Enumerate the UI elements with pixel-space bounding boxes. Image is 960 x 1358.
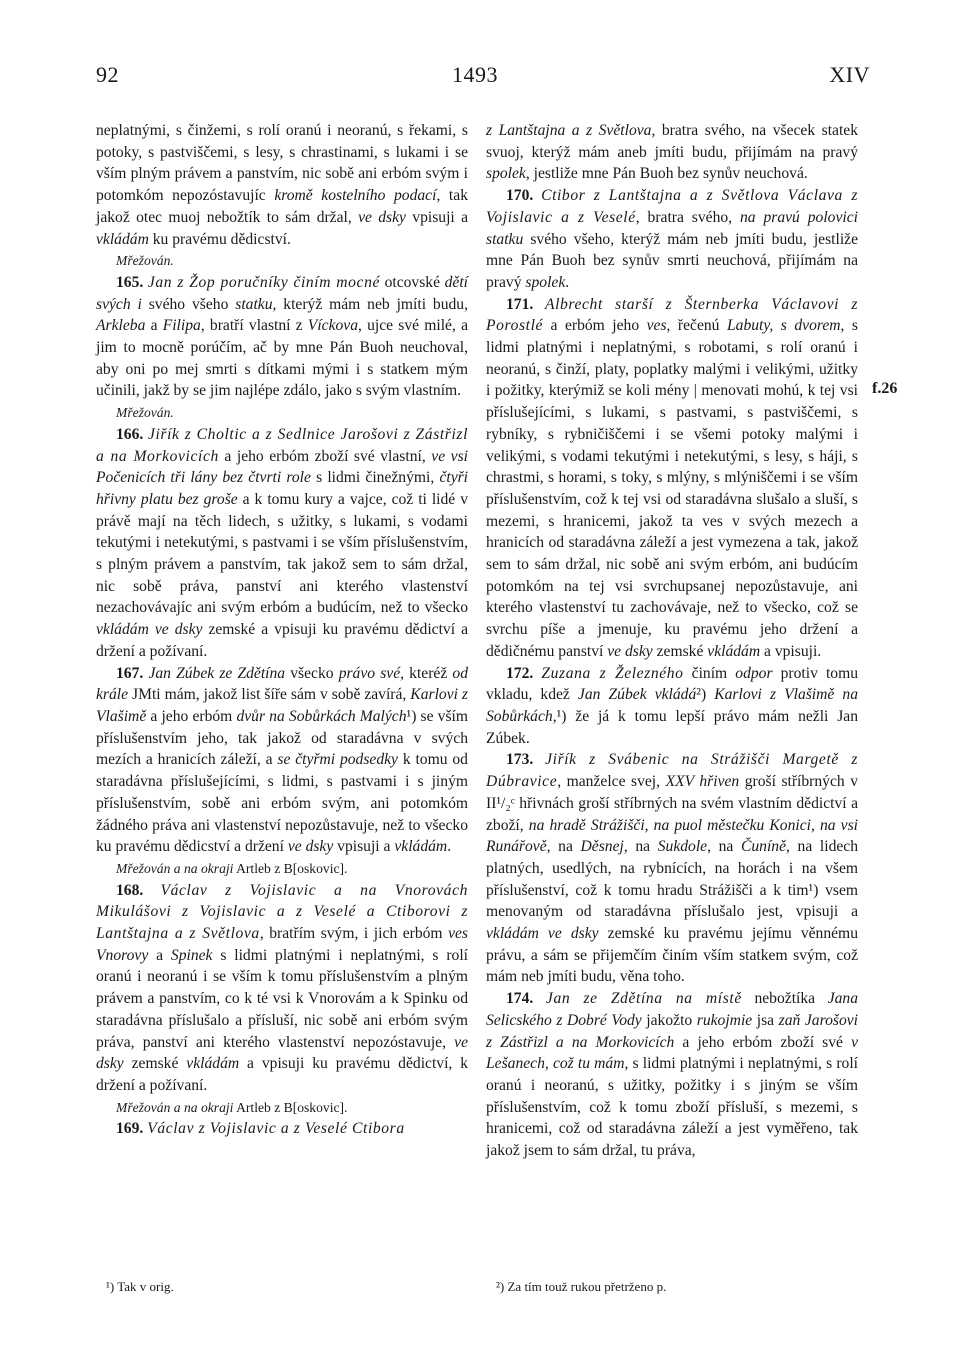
folio-margin-note: f.26 bbox=[872, 380, 898, 397]
right-text-column bbox=[486, 120, 858, 1162]
left-text-column bbox=[96, 120, 468, 1140]
entry-paragraph: 168. Václav z Vojislavic a na Vnorovách Mikulášovi z Vojislavic a z Veselé a Ctiborovi z Lantštajna a z Světlova, bratřím svým, i jich erbóm ves Vnorovy a Spinek s lidmi platnými i neplatnými, s rolí oranú i neoranú i se vším k tomu příslušenstvím a plným právem a panstvím, co k té vsi k Vnorovám a k Spinku od staradávna příslušalo a přísluší, nic sobě ani erbóm svým práva, panství ani kterého vlastenství nepozóstavuje, ve dsky zemské vkládám a vpisuji ku pravému dědictví, k držení a požívaní. bbox=[96, 881, 469, 1094]
entry-paragraph: 174. Jan ze Zdětína na místě nebožtíka Jana Selicského z Dobré Vody jakožto rukojmie jsa zaň Jarošovi z Zástřizl a na Morkovicích a jeho erbóm zboží své v Lešanech, což tu mám, s lidmi platnými i neplatnými, s rolí oranú i neoranú, s užitky, požitky i s jiným se vším příslušenstvím, což k tomu zboží přísluší, s mezemi, s hranicemi, což od staradávna záleží a jest vyměřeno, tak jakož jsem to sám držal, tu práva, bbox=[486, 990, 859, 1160]
entry-paragraph: 165. Jan z Žop poručníky činím mocné otcovské dětí svých i svého všeho statku, kterýž mám neb jmíti budu, Arkleba a Filipa, bratří vlastní z Víckova, ujce své milé, a jim to mocně porúčím, ač by mne Pán Buoh neuchoval, aby oni po mej smrti s dítkami mými i s statkem mým učinili, jakž by se jim najlépe zdálo, jako s svým vlastním. bbox=[96, 273, 469, 400]
page-number: 92 bbox=[96, 62, 119, 87]
running-year: 1493 bbox=[452, 62, 498, 87]
editorial-note: Mřežován. bbox=[116, 405, 174, 421]
entry-paragraph: z Lantštajna a z Světlova, bratra svého, na všecek statek svuoj, kterýž mám aneb jmíti budu, přijímám na pravý spolek, jestliže mne Pán Buoh bez synův neuchová. bbox=[486, 122, 858, 183]
entry-paragraph: 172. Zuzana z Železného činím odpor protiv tomu vkladu, kdež Jan Zúbek vkládá²) Karlovi z Vlašimě na Sobůrkách,¹) že já k tomu lepší právo mám nežli Jan Zúbek. bbox=[486, 664, 858, 747]
editorial-note: Mřežován a na okraji Artleb z B[oskovic]. bbox=[116, 860, 348, 876]
entry-paragraph: 167. Jan Zúbek ze Zdětína všecko právo své, kteréž od krále JMti mám, jakož list šíře sám v sobě zavírá, Karlovi z Vlašimě a jeho erbóm dvůr na Sobůrkách Malých¹) se vším příslušenstvím jeho, tak jakož od staradávna v svých mezích a hranicích záleží, a se čtyřmi podsedky k tomu od staradávna příslušejícími, s lidmi, s pastvami i s jiným příslušenstvím, sobě ani erbóm svým, ani potomkóm žádného práva ani vlastenství nepozůstavuje, než to všecko ku pravému dědicství a držení ve dsky vpisuji a vkládám. bbox=[96, 664, 469, 856]
entry-paragraph: 171. Albrecht starší z Šternberka Václavovi z Porostlé a erbóm jeho ves, řečenú Labuty, s dvorem, s lidmi platnými i neplatnými, s robotami, s rolí oranú i neoranú, s činží, platy, poplatky malými i velikými, užitky i požitky, kterýmiž se koli mény | menovati mohú, k tej vsi příslušejícími, s lukami, s pastvami, s pastviščemi, s rybníky, s rybničiščemi i se všemi potoky malými i velikými, s vodami tekutými i netekutými, s lesy, s háji, s chrastmi, s horami, s toky, s mlýny, s mlýniščemi i se vším příslušenstvím, což k tej vsi od staradávna slušalo a sluší, s mezemi, s hranicemi, jakož ta ves v svých mezech a hranicích od staradávna záleží a jest vymezena a tak, jakož sem to sám držal, nic sobě ani svým erbóm, ani budúcím potomkóm na tej vsi svrchupsanej nepozůstavuje, ani kterého vlastenství tu zachovávaje, než to všecko, což se svrchu píše a jmenuje, ku pravému jeho držení a dědičnému panství ve dsky zemské vkládám a vpisuji. bbox=[486, 295, 858, 660]
editorial-note: Mřežován a na okraji Artleb z B[oskovic]. bbox=[116, 1099, 348, 1115]
footnote-right: ²) Za tím touž rukou přetrženo p. bbox=[496, 1279, 667, 1294]
entry-paragraph: 166. Jiřík z Choltic a z Sedlnice Jarošovi z Zástřizl a na Morkovicích a jeho erbóm zboží své vlastní, ve vsi Počenicích tři lány bez čtvrti role s lidmi činežnými, čtyři hřivny platu bez groše a k tomu kury a vajce, což ti lidé v právě mají na těch lidech, s užitky, s lukami, s vodami tekutými i netekutými, s pastvami i se vším příslušenstvím, s plným právem a panstvím, tak jakož sem to sám držal, nic sobě práva, panství ani kterého vlastenství nezachovávajíc ani svým erbóm a budúcím, než to všecko vkládám ve dsky zemské a vpisuji ku pravému dědictví a držení a požívaní. bbox=[96, 425, 469, 660]
entry-paragraph: 170. Ctibor z Lantštajna a z Světlova Václava z Vojislavic a z Veselé, bratra svého, na pravú polovici statku svého všeho, kterýž mám neb jmíti budu, jestliže mne Pán Buoh bez synův smrti neuchová, přijímám na pravý spolek. bbox=[486, 187, 858, 291]
volume-number: XIV bbox=[829, 62, 870, 87]
footnote-left: ¹) Tak v orig. bbox=[106, 1279, 174, 1294]
entry-paragraph: 169. Václav z Vojislavic a z Veselé Ctibora bbox=[116, 1120, 405, 1138]
entry-paragraph: neplatnými, s činžemi, s rolí oranú i neoranú, s řekami, s potoky, s pastviščemi, s lesy, s chrastinami, s lukami i se vším plným právem a panstvím, nic sobě ani erbóm svým i potomkóm nepozóstavujíc kromě kostelního podací, tak jakož otec muoj nebožtík to sám držal, ve dsky vpisuji a vkládám ku pravému dědicství. bbox=[96, 122, 468, 248]
entry-paragraph: 173. Jiřík z Svábenic na Strážišči Margetě z Dúbravice, manželce svej, XXV hřiven groší stříbrných v II¹/₂ᶜ hřivnách groší stříbrných na svém vlastním dědictví a zboží, na hradě Strážišči, na puol městečku Konici, na vsi Runářově, na Děsnej, na Sukdole, na Čuníně, na lidech platných, usedlých, na rybnících, na horách i na všem příslušenství, což k tomu hradu Strážišči a k tim¹) vsem menovaným od staradávna příslušalo jest, vpisuji a vkládám ve dsky zemské ku pravému jejímu věnnému právu, a sám se přijemčím činím vším statkem svým, což mám neb jmíti budu, věna toho. bbox=[486, 751, 859, 986]
editorial-note: Mřežován. bbox=[116, 253, 174, 269]
